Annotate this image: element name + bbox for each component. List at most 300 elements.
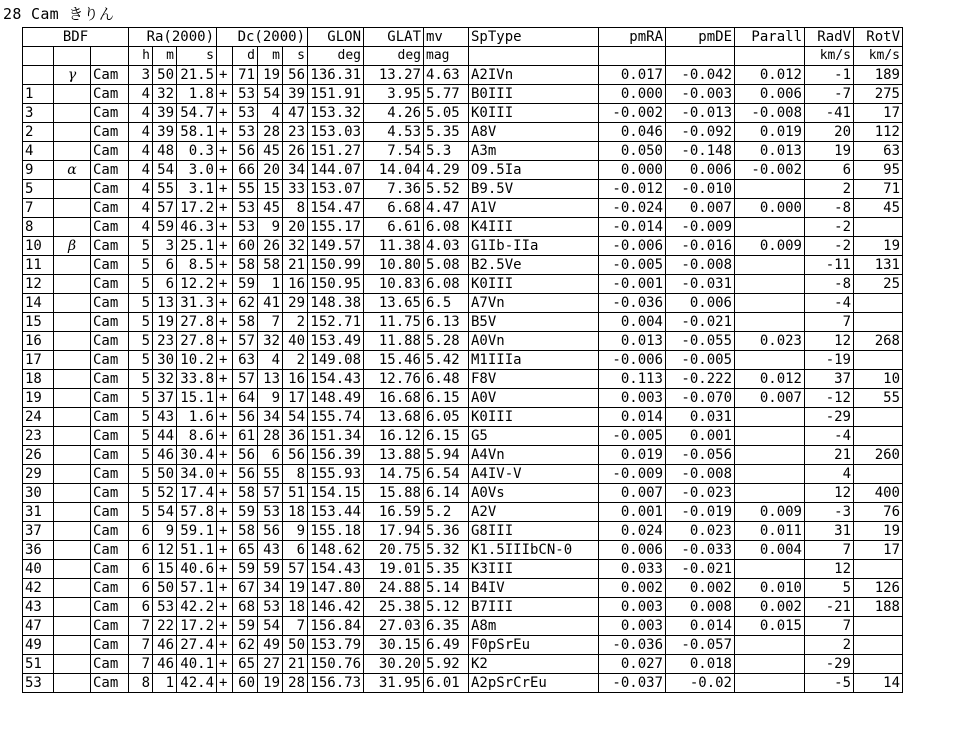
cell-rotv: 45 (854, 199, 903, 218)
unit-cell (217, 47, 233, 66)
cell-dc-m: 54 (258, 85, 283, 104)
cell-dc-m: 58 (258, 256, 283, 275)
cell-ra-h: 4 (129, 85, 153, 104)
cell-constellation: Cam (91, 66, 129, 85)
cell-parall: 0.006 (735, 85, 805, 104)
cell-dc-d: 62 (233, 294, 258, 313)
cell-mv: 4.63 (424, 66, 469, 85)
cell-parall (735, 313, 805, 332)
cell-glat: 11.38 (364, 237, 424, 256)
cell-bdf-num: 53 (23, 674, 54, 693)
cell-pmra: 0.000 (599, 85, 666, 104)
cell-pmra: 0.003 (599, 598, 666, 617)
cell-sptype: K2 (469, 655, 599, 674)
cell-ra-s: 8.6 (177, 427, 217, 446)
cell-dc-sign: + (217, 522, 233, 541)
cell-pmra: 0.017 (599, 66, 666, 85)
cell-pmra: -0.009 (599, 465, 666, 484)
table-row (23, 161, 903, 180)
cell-rotv: 25 (854, 275, 903, 294)
cell-dc-sign: + (217, 237, 233, 256)
cell-rotv: 260 (854, 446, 903, 465)
cell-bayer (54, 427, 91, 446)
cell-parall: -0.002 (735, 161, 805, 180)
cell-dc-sign: + (217, 389, 233, 408)
cell-rotv: 10 (854, 370, 903, 389)
cell-radv: -5 (805, 674, 854, 693)
cell-mv: 5.52 (424, 180, 469, 199)
cell-constellation: Cam (91, 370, 129, 389)
cell-mv: 6.48 (424, 370, 469, 389)
cell-ra-m: 48 (153, 142, 177, 161)
cell-radv: 7 (805, 541, 854, 560)
cell-pmde: 0.018 (666, 655, 735, 674)
cell-dc-m: 19 (258, 674, 283, 693)
col-header-rotv: RotV (854, 28, 903, 47)
cell-parall: 0.019 (735, 123, 805, 142)
cell-dc-s: 8 (283, 465, 308, 484)
cell-dc-s: 54 (283, 408, 308, 427)
cell-pmde: -0.033 (666, 541, 735, 560)
cell-radv: -2 (805, 237, 854, 256)
cell-dc-s: 18 (283, 598, 308, 617)
table-row (23, 237, 903, 256)
cell-bayer (54, 522, 91, 541)
table-row (23, 275, 903, 294)
cell-dc-s: 23 (283, 123, 308, 142)
cell-ra-h: 6 (129, 522, 153, 541)
cell-pmde: -0.055 (666, 332, 735, 351)
cell-ra-h: 4 (129, 218, 153, 237)
cell-constellation: Cam (91, 636, 129, 655)
cell-sptype: A8V (469, 123, 599, 142)
cell-bayer (54, 370, 91, 389)
unit-dc-m: m (258, 47, 283, 66)
cell-dc-sign: + (217, 256, 233, 275)
cell-glat: 11.88 (364, 332, 424, 351)
cell-dc-sign: + (217, 446, 233, 465)
cell-parall (735, 351, 805, 370)
cell-ra-m: 44 (153, 427, 177, 446)
cell-bdf-num: 9 (23, 161, 54, 180)
cell-glon: 150.95 (308, 275, 364, 294)
page-title: 28 Cam きりん (3, 5, 115, 23)
table-row (23, 541, 903, 560)
cell-dc-d: 59 (233, 617, 258, 636)
cell-pmde: -0.010 (666, 180, 735, 199)
cell-glon: 151.91 (308, 85, 364, 104)
cell-ra-h: 8 (129, 674, 153, 693)
cell-radv: -11 (805, 256, 854, 275)
table-row (23, 503, 903, 522)
cell-dc-m: 32 (258, 332, 283, 351)
cell-bayer (54, 655, 91, 674)
cell-glon: 136.31 (308, 66, 364, 85)
cell-bayer (54, 636, 91, 655)
cell-dc-m: 28 (258, 123, 283, 142)
cell-bdf-num: 8 (23, 218, 54, 237)
cell-radv: -4 (805, 294, 854, 313)
cell-ra-m: 22 (153, 617, 177, 636)
cell-pmra: -0.037 (599, 674, 666, 693)
table-row (23, 598, 903, 617)
cell-glon: 155.93 (308, 465, 364, 484)
cell-constellation: Cam (91, 465, 129, 484)
cell-glon: 144.07 (308, 161, 364, 180)
cell-ra-m: 12 (153, 541, 177, 560)
cell-ra-h: 5 (129, 389, 153, 408)
cell-dc-sign: + (217, 123, 233, 142)
unit-cell (91, 47, 129, 66)
cell-ra-m: 9 (153, 522, 177, 541)
cell-pmde: -0.023 (666, 484, 735, 503)
cell-constellation: Cam (91, 522, 129, 541)
cell-dc-sign: + (217, 313, 233, 332)
cell-glat: 6.61 (364, 218, 424, 237)
cell-dc-sign: + (217, 408, 233, 427)
cell-ra-s: 3.1 (177, 180, 217, 199)
cell-mv: 5.2 (424, 503, 469, 522)
cell-pmde: 0.001 (666, 427, 735, 446)
cell-rotv: 76 (854, 503, 903, 522)
cell-bayer (54, 484, 91, 503)
cell-bayer (54, 560, 91, 579)
table-row (23, 389, 903, 408)
cell-dc-s: 21 (283, 655, 308, 674)
cell-sptype: A8m (469, 617, 599, 636)
cell-sptype: A1V (469, 199, 599, 218)
cell-parall: 0.023 (735, 332, 805, 351)
cell-ra-m: 13 (153, 294, 177, 313)
cell-parall: -0.008 (735, 104, 805, 123)
table-row (23, 123, 903, 142)
cell-radv: 12 (805, 484, 854, 503)
cell-dc-m: 43 (258, 541, 283, 560)
cell-radv: -3 (805, 503, 854, 522)
unit-rotv: km/s (854, 47, 903, 66)
cell-ra-m: 46 (153, 655, 177, 674)
cell-pmde: -0.021 (666, 313, 735, 332)
cell-parall (735, 465, 805, 484)
cell-constellation: Cam (91, 104, 129, 123)
cell-dc-d: 71 (233, 66, 258, 85)
cell-glon: 148.38 (308, 294, 364, 313)
cell-pmra: 0.014 (599, 408, 666, 427)
col-header-sptype: SpType (469, 28, 599, 47)
table-row (23, 617, 903, 636)
unit-cell (599, 47, 666, 66)
cell-bayer (54, 142, 91, 161)
cell-bdf-num: 7 (23, 199, 54, 218)
cell-glat: 10.83 (364, 275, 424, 294)
cell-dc-sign: + (217, 636, 233, 655)
cell-dc-sign: + (217, 332, 233, 351)
col-header-bdf: BDF (23, 28, 129, 47)
table-row (23, 579, 903, 598)
cell-radv: 4 (805, 465, 854, 484)
cell-pmde: -0.057 (666, 636, 735, 655)
cell-mv: 5.35 (424, 560, 469, 579)
cell-ra-m: 23 (153, 332, 177, 351)
cell-mv: 5.3 (424, 142, 469, 161)
cell-bayer: γ (54, 66, 91, 85)
cell-rotv: 17 (854, 541, 903, 560)
cell-ra-s: 57.8 (177, 503, 217, 522)
cell-ra-m: 39 (153, 123, 177, 142)
cell-parall (735, 674, 805, 693)
cell-constellation: Cam (91, 389, 129, 408)
cell-radv: -29 (805, 408, 854, 427)
cell-glon: 154.47 (308, 199, 364, 218)
cell-ra-h: 7 (129, 636, 153, 655)
cell-dc-m: 27 (258, 655, 283, 674)
unit-dc-s: s (283, 47, 308, 66)
cell-rotv: 19 (854, 522, 903, 541)
cell-mv: 6.15 (424, 427, 469, 446)
cell-dc-d: 53 (233, 85, 258, 104)
cell-ra-s: 0.3 (177, 142, 217, 161)
cell-rotv (854, 313, 903, 332)
cell-ra-s: 1.8 (177, 85, 217, 104)
cell-glat: 16.59 (364, 503, 424, 522)
cell-bdf-num: 19 (23, 389, 54, 408)
cell-pmra: 0.027 (599, 655, 666, 674)
cell-ra-m: 32 (153, 370, 177, 389)
cell-pmde: -0.003 (666, 85, 735, 104)
cell-glon: 147.80 (308, 579, 364, 598)
cell-ra-m: 46 (153, 636, 177, 655)
cell-constellation: Cam (91, 332, 129, 351)
cell-rotv: 71 (854, 180, 903, 199)
cell-rotv: 400 (854, 484, 903, 503)
cell-mv: 6.5 (424, 294, 469, 313)
cell-pmde: -0.008 (666, 465, 735, 484)
cell-bdf-num: 51 (23, 655, 54, 674)
cell-ra-m: 15 (153, 560, 177, 579)
cell-pmde: 0.006 (666, 294, 735, 313)
cell-ra-s: 31.3 (177, 294, 217, 313)
cell-mv: 4.29 (424, 161, 469, 180)
cell-sptype: K0III (469, 275, 599, 294)
cell-dc-m: 57 (258, 484, 283, 503)
cell-glon: 149.08 (308, 351, 364, 370)
cell-parall: 0.013 (735, 142, 805, 161)
cell-radv: 7 (805, 617, 854, 636)
cell-ra-s: 30.4 (177, 446, 217, 465)
cell-ra-s: 27.8 (177, 313, 217, 332)
cell-parall: 0.000 (735, 199, 805, 218)
cell-bdf-num: 5 (23, 180, 54, 199)
cell-bdf-num: 3 (23, 104, 54, 123)
cell-dc-sign: + (217, 617, 233, 636)
cell-ra-m: 50 (153, 66, 177, 85)
cell-dc-sign: + (217, 218, 233, 237)
cell-dc-sign: + (217, 104, 233, 123)
cell-glon: 153.32 (308, 104, 364, 123)
cell-bdf-num: 26 (23, 446, 54, 465)
cell-dc-d: 53 (233, 218, 258, 237)
cell-radv: 2 (805, 636, 854, 655)
cell-ra-s: 3.0 (177, 161, 217, 180)
cell-glat: 10.80 (364, 256, 424, 275)
cell-bayer (54, 275, 91, 294)
cell-glat: 14.04 (364, 161, 424, 180)
cell-bayer: β (54, 237, 91, 256)
cell-radv: 37 (805, 370, 854, 389)
cell-glon: 150.76 (308, 655, 364, 674)
cell-glon: 151.27 (308, 142, 364, 161)
cell-sptype: B0III (469, 85, 599, 104)
cell-dc-d: 62 (233, 636, 258, 655)
cell-bdf-num: 12 (23, 275, 54, 294)
cell-bdf-num: 30 (23, 484, 54, 503)
cell-dc-sign: + (217, 180, 233, 199)
cell-ra-h: 5 (129, 503, 153, 522)
cell-pmra: -0.006 (599, 351, 666, 370)
cell-dc-sign: + (217, 465, 233, 484)
cell-glat: 24.88 (364, 579, 424, 598)
cell-radv: 6 (805, 161, 854, 180)
cell-pmde: -0.148 (666, 142, 735, 161)
cell-parall: 0.011 (735, 522, 805, 541)
cell-dc-m: 59 (258, 560, 283, 579)
cell-pmde: 0.007 (666, 199, 735, 218)
cell-bayer (54, 465, 91, 484)
unit-glon: deg (308, 47, 364, 66)
cell-ra-h: 5 (129, 408, 153, 427)
cell-radv: 12 (805, 560, 854, 579)
cell-rotv: 112 (854, 123, 903, 142)
cell-glat: 13.65 (364, 294, 424, 313)
col-header-dc: Dc(2000) (217, 28, 308, 47)
cell-dc-sign: + (217, 598, 233, 617)
cell-bayer (54, 332, 91, 351)
cell-radv: 7 (805, 313, 854, 332)
cell-radv: 19 (805, 142, 854, 161)
cell-parall: 0.007 (735, 389, 805, 408)
cell-constellation: Cam (91, 85, 129, 104)
cell-pmra: -0.036 (599, 636, 666, 655)
cell-pmde: 0.002 (666, 579, 735, 598)
cell-ra-h: 6 (129, 598, 153, 617)
col-header-pmra: pmRA (599, 28, 666, 47)
cell-pmde: -0.016 (666, 237, 735, 256)
cell-ra-m: 1 (153, 674, 177, 693)
cell-glat: 16.68 (364, 389, 424, 408)
cell-rotv: 95 (854, 161, 903, 180)
cell-bayer (54, 104, 91, 123)
col-header-radv: RadV (805, 28, 854, 47)
cell-parall (735, 427, 805, 446)
cell-glat: 3.95 (364, 85, 424, 104)
cell-glat: 13.68 (364, 408, 424, 427)
cell-bdf-num: 49 (23, 636, 54, 655)
cell-parall: 0.004 (735, 541, 805, 560)
cell-ra-h: 7 (129, 617, 153, 636)
cell-bdf-num: 47 (23, 617, 54, 636)
cell-pmra: 0.013 (599, 332, 666, 351)
cell-glat: 20.75 (364, 541, 424, 560)
cell-glat: 27.03 (364, 617, 424, 636)
table-row (23, 142, 903, 161)
cell-glon: 156.84 (308, 617, 364, 636)
cell-radv: 12 (805, 332, 854, 351)
cell-ra-h: 4 (129, 142, 153, 161)
cell-rotv: 63 (854, 142, 903, 161)
cell-mv: 5.12 (424, 598, 469, 617)
cell-dc-sign: + (217, 199, 233, 218)
cell-ra-s: 17.2 (177, 617, 217, 636)
cell-dc-m: 34 (258, 579, 283, 598)
cell-mv: 5.32 (424, 541, 469, 560)
cell-pmra: 0.033 (599, 560, 666, 579)
cell-bayer (54, 408, 91, 427)
cell-dc-d: 68 (233, 598, 258, 617)
cell-glat: 11.75 (364, 313, 424, 332)
cell-dc-s: 28 (283, 674, 308, 693)
cell-sptype: B4IV (469, 579, 599, 598)
cell-dc-m: 49 (258, 636, 283, 655)
cell-glat: 30.20 (364, 655, 424, 674)
cell-bayer (54, 446, 91, 465)
cell-ra-h: 5 (129, 351, 153, 370)
cell-pmde: -0.009 (666, 218, 735, 237)
cell-pmra: 0.050 (599, 142, 666, 161)
cell-bayer (54, 294, 91, 313)
cell-bayer (54, 123, 91, 142)
cell-ra-h: 7 (129, 655, 153, 674)
cell-ra-h: 5 (129, 465, 153, 484)
cell-dc-d: 58 (233, 484, 258, 503)
cell-ra-h: 4 (129, 180, 153, 199)
cell-rotv (854, 617, 903, 636)
cell-ra-s: 42.4 (177, 674, 217, 693)
cell-ra-s: 8.5 (177, 256, 217, 275)
cell-sptype: K4III (469, 218, 599, 237)
cell-constellation: Cam (91, 313, 129, 332)
cell-ra-h: 5 (129, 484, 153, 503)
cell-ra-m: 54 (153, 161, 177, 180)
cell-ra-h: 4 (129, 104, 153, 123)
cell-glat: 31.95 (364, 674, 424, 693)
cell-rotv (854, 218, 903, 237)
cell-bayer (54, 313, 91, 332)
cell-ra-s: 58.1 (177, 123, 217, 142)
cell-dc-m: 1 (258, 275, 283, 294)
table-row (23, 85, 903, 104)
table-row (23, 465, 903, 484)
cell-mv: 5.28 (424, 332, 469, 351)
cell-glon: 153.44 (308, 503, 364, 522)
cell-bayer (54, 256, 91, 275)
cell-pmra: 0.003 (599, 617, 666, 636)
cell-glon: 152.71 (308, 313, 364, 332)
cell-sptype: G1Ib-IIa (469, 237, 599, 256)
cell-radv: 31 (805, 522, 854, 541)
cell-dc-m: 13 (258, 370, 283, 389)
cell-glat: 4.53 (364, 123, 424, 142)
col-header-ra: Ra(2000) (129, 28, 217, 47)
cell-mv: 6.49 (424, 636, 469, 655)
cell-ra-m: 53 (153, 598, 177, 617)
cell-constellation: Cam (91, 579, 129, 598)
cell-sptype: A4Vn (469, 446, 599, 465)
cell-parall: 0.002 (735, 598, 805, 617)
cell-dc-s: 32 (283, 237, 308, 256)
cell-dc-s: 18 (283, 503, 308, 522)
cell-dc-s: 36 (283, 427, 308, 446)
cell-sptype: A2IVn (469, 66, 599, 85)
